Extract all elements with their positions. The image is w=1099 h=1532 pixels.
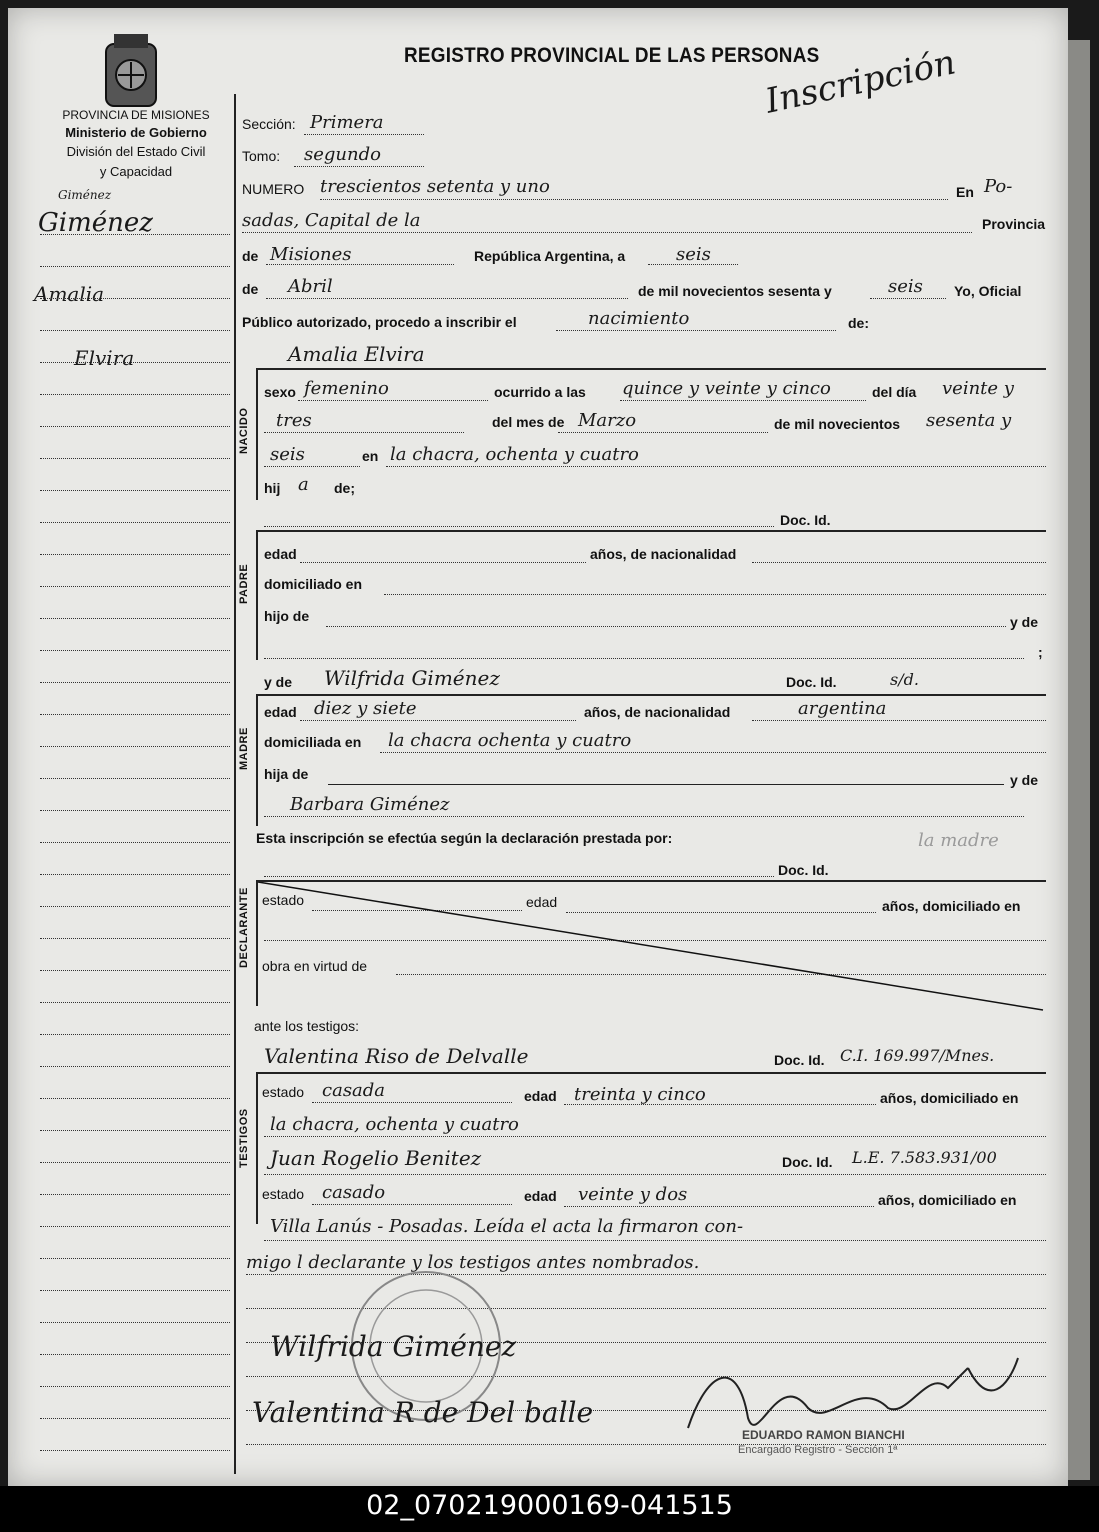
oficial-name: EDUARDO RAMON BIANCHI xyxy=(742,1428,905,1442)
seccion-value: Primera xyxy=(310,112,384,133)
madre-edad-value: diez y siete xyxy=(314,698,417,719)
padre-dom-label: domiciliado en xyxy=(264,576,363,592)
testigo2-dom-value: Villa Lanús - Posadas. Leída el acta la firmaron con- xyxy=(270,1216,744,1237)
sexo-value: femenino xyxy=(304,378,389,399)
testigo2-anios-label: años, domiciliado en xyxy=(878,1192,1017,1208)
de3-label: de: xyxy=(848,315,869,331)
en-label: En xyxy=(956,184,974,200)
tomo-value: segundo xyxy=(304,144,381,165)
ministry-name: Ministerio de Gobierno xyxy=(65,125,207,140)
testigo2-doc-value: L.E. 7.583.931/00 xyxy=(852,1148,997,1167)
madre-docid-value: s/d. xyxy=(890,670,919,689)
coat-of-arms-icon xyxy=(96,30,166,112)
firma-testigo: Valentina R de Del balle xyxy=(252,1396,594,1429)
oficial-cargo: Encargado Registro - Sección 1ª xyxy=(738,1444,898,1456)
declaracion-text: Esta inscripción se efectúa según la declaración prestada por: xyxy=(256,830,673,846)
inscripcion-annotation: Inscripción xyxy=(761,42,960,122)
ocurrido-label: ocurrido a las xyxy=(494,384,586,400)
testigo2-docid-label: Doc. Id. xyxy=(782,1154,833,1170)
testigo1-edad-value: treinta y cinco xyxy=(574,1084,706,1105)
padre-edad-label: edad xyxy=(264,546,297,562)
madre-nombre: Wilfrida Giménez xyxy=(324,666,500,690)
testigo1-edad-label: edad xyxy=(524,1088,557,1104)
nacido-section-label: NACIDO xyxy=(238,407,250,454)
padre-hijo-label: hijo de xyxy=(264,608,310,624)
madre-madre-value: Barbara Giménez xyxy=(290,794,450,815)
mes-nac-value: Marzo xyxy=(578,410,637,431)
madre-nac-value: argentina xyxy=(798,698,887,719)
dia1-value: veinte y xyxy=(942,378,1014,399)
de-label: de xyxy=(242,248,259,264)
demil-label: de mil novecientos xyxy=(774,416,901,432)
padre-section-label: PADRE xyxy=(238,563,250,604)
declarante-obra-label: obra en virtud de xyxy=(262,958,368,974)
en-value: Po- xyxy=(984,176,1013,197)
testigo2-edad-label: edad xyxy=(524,1188,557,1204)
testigo1-anios-label: años, domiciliado en xyxy=(880,1090,1019,1106)
testigo2-estado-label: estado xyxy=(262,1186,305,1202)
provincia-value: Misiones xyxy=(270,244,352,265)
anio-value: seis xyxy=(888,276,923,297)
madre-edad-label: edad xyxy=(264,704,297,720)
testigo1-nombre: Valentina Riso de Delvalle xyxy=(264,1044,529,1068)
anio1-value: sesenta y xyxy=(926,410,1012,431)
mil-label: de mil novecientos sesenta y xyxy=(638,283,832,299)
firma-madre: Wilfrida Giménez xyxy=(270,1330,517,1363)
acto-value: nacimiento xyxy=(588,308,690,329)
provincia-label: Provincia xyxy=(982,216,1046,232)
en-lugar-label: en xyxy=(362,448,379,464)
declarante-edad-label: edad xyxy=(526,894,558,910)
republica-label: República Argentina, a xyxy=(474,248,626,264)
page-title: REGISTRO PROVINCIAL DE LAS PERSONAS xyxy=(404,44,820,67)
delmes-label: del mes de xyxy=(492,414,565,430)
padre-nac-label: años, de nacionalidad xyxy=(590,546,737,562)
testigo2-estado-value: casado xyxy=(322,1182,386,1203)
testigo1-dom-value: la chacra, ochenta y cuatro xyxy=(270,1114,519,1135)
testigos-section-label: TESTIGOS xyxy=(238,1108,250,1168)
nacido-nombre: Amalia Elvira xyxy=(288,342,425,366)
division-name-2: y Capacidad xyxy=(99,164,173,179)
declarante-section-label: DECLARANTE xyxy=(238,887,250,968)
locality-value: sadas, Capital de la xyxy=(242,210,421,231)
ante-testigos-label: ante los testigos: xyxy=(254,1018,360,1034)
side-name-2: Elvira xyxy=(74,346,135,370)
lugar-value: la chacra, ochenta y cuatro xyxy=(390,444,639,465)
testigo2-edad-value: veinte y dos xyxy=(578,1184,688,1205)
seccion-label: Sección: xyxy=(242,116,296,132)
sexo-label: sexo xyxy=(264,384,296,400)
hij-de-label: de; xyxy=(334,480,355,496)
side-surname-small: Giménez xyxy=(58,188,112,202)
hij-suffix: a xyxy=(298,474,309,495)
de2-label: de xyxy=(242,281,259,297)
testigo1-estado-value: casada xyxy=(322,1080,386,1101)
publico-label: Público autorizado, procedo a inscribir el xyxy=(242,314,517,330)
anio2-value: seis xyxy=(270,444,305,465)
padre-docid-label: Doc. Id. xyxy=(780,512,831,528)
deldia-label: del día xyxy=(872,384,917,400)
madre-yde-label: y de xyxy=(264,674,293,690)
padre-semicolon: ; xyxy=(1038,644,1043,660)
oficial-label: Yo, Oficial xyxy=(954,283,1022,299)
testigo2-nombre: Juan Rogelio Benitez xyxy=(270,1146,482,1170)
document-code: 02_070219000169-041515 xyxy=(366,1490,733,1521)
declarante-docid-label: Doc. Id. xyxy=(778,862,829,878)
hora-value: quince y veinte y cinco xyxy=(622,378,831,399)
declarante-anios-label: años, domiciliado en xyxy=(882,898,1021,914)
madre-hija-label: hija de xyxy=(264,766,309,782)
cierre-text: migo l declarante y los testigos antes nombrados. xyxy=(246,1252,700,1273)
mes-value: Abril xyxy=(288,276,333,297)
madre-docid-label: Doc. Id. xyxy=(786,674,837,690)
madre-section-label: MADRE xyxy=(238,727,250,770)
side-name-1: Amalia xyxy=(34,282,105,306)
padre-yde-label: y de xyxy=(1010,614,1039,630)
province-name: PROVINCIA DE MISIONES xyxy=(62,108,210,122)
testigo1-doc-value: C.I. 169.997/Mnes. xyxy=(840,1046,995,1065)
madre-dom-label: domiciliada en xyxy=(264,734,362,750)
tomo-label: Tomo: xyxy=(242,148,281,164)
footer-bar xyxy=(0,1486,1099,1532)
numero-value: trescientos setenta y uno xyxy=(320,176,550,197)
division-name: División del Estado Civil xyxy=(66,144,206,159)
column-divider xyxy=(234,94,236,1474)
madre-dom-value: la chacra ochenta y cuatro xyxy=(388,730,632,751)
side-surname: Giménez xyxy=(38,208,153,238)
testigo1-estado-label: estado xyxy=(262,1084,305,1100)
hij-label: hij xyxy=(264,480,281,496)
dia2-value: tres xyxy=(276,410,312,431)
document-page xyxy=(8,8,1068,1486)
madre-nac-label: años, de nacionalidad xyxy=(584,704,731,720)
declarante-estado-label: estado xyxy=(262,892,305,908)
testigo1-docid-label: Doc. Id. xyxy=(774,1052,825,1068)
madre-yde2-label: y de xyxy=(1010,772,1039,788)
declaracion-por: la madre xyxy=(918,830,999,851)
dia-value: seis xyxy=(676,244,711,265)
cancel-strikeline xyxy=(258,882,1048,1012)
numero-label: NUMERO xyxy=(242,181,305,197)
page-edge xyxy=(1068,40,1090,1480)
